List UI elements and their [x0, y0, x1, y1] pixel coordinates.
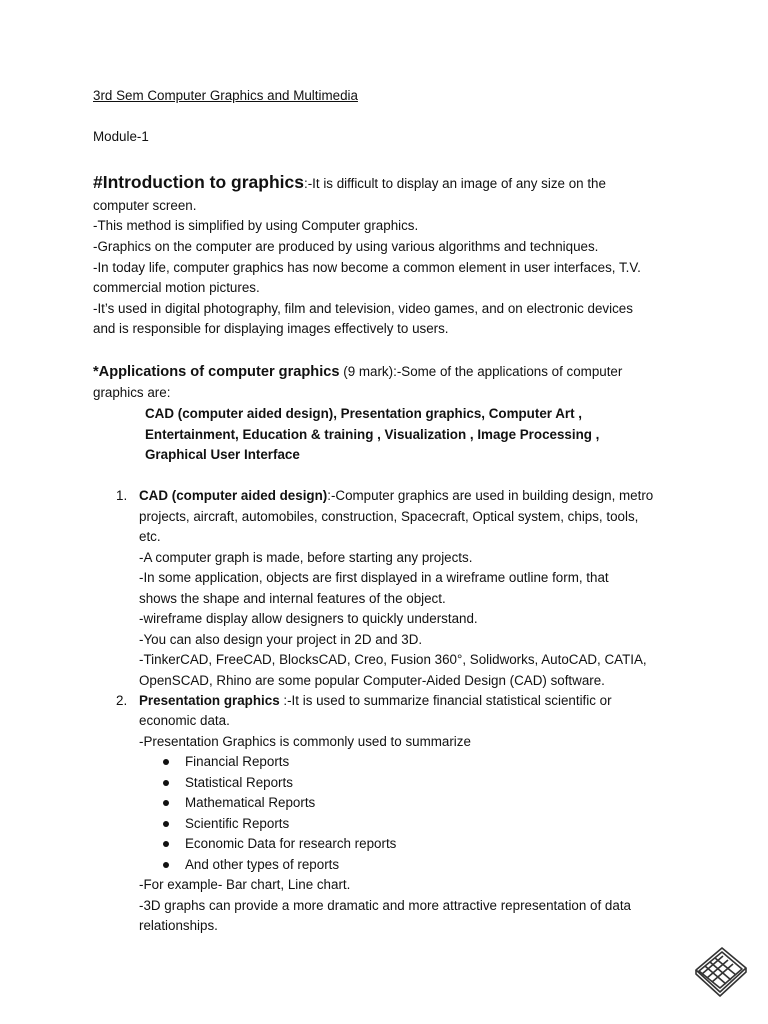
- applications-line: graphics are:: [93, 385, 171, 400]
- item-line: -A computer graph is made, before starting any projects.: [139, 550, 473, 565]
- applications-lead: :-Some of the applications of computer: [393, 364, 623, 379]
- intro-heading: #Introduction to graphics: [93, 172, 304, 192]
- item-line: -3D graphs can provide a more dramatic and more attractive representation of data: [139, 898, 631, 913]
- bullet-dot: [163, 862, 169, 868]
- item-title: CAD (computer aided design): [139, 488, 328, 503]
- list-number: 1.: [116, 488, 128, 503]
- bullet-dot: [163, 800, 169, 806]
- item-line: -You can also design your project in 2D and 3D.: [139, 632, 423, 647]
- item-first-line: [139, 691, 612, 711]
- list-number: 2.: [116, 693, 128, 708]
- bullet-item: Statistical Reports: [185, 775, 293, 790]
- bullet-item: Scientific Reports: [185, 816, 290, 831]
- intro-line: -Graphics on the computer are produced by using various algorithms and techniques.: [93, 239, 599, 254]
- module-label: Module-1: [93, 129, 149, 144]
- bullet-item: Mathematical Reports: [185, 795, 316, 810]
- bullet-dot: [163, 841, 169, 847]
- intro-lead: :-It is difficult to display an image of any size on the: [303, 176, 606, 191]
- item-line: -In some application, objects are first displayed in a wireframe outline form, that: [139, 570, 609, 585]
- item-line: -For example- Bar chart, Line chart.: [139, 877, 351, 892]
- item-lead: :-It is used to summarize financial statistical scientific or: [279, 693, 612, 708]
- applications-paragraph-first-line: [93, 361, 622, 383]
- item-line: relationships.: [139, 918, 218, 933]
- bullet-item: Financial Reports: [185, 754, 290, 769]
- applications-list-line: Graphical User Interface: [145, 447, 300, 462]
- item-title: Presentation graphics: [139, 693, 280, 708]
- item-line: OpenSCAD, Rhino are some popular Computer-Aided Design (CAD) software.: [139, 673, 605, 688]
- applications-list-line: CAD (computer aided design), Presentation graphics, Computer Art ,: [145, 406, 582, 421]
- intro-paragraph-first-line: [93, 170, 606, 196]
- bullet-dot: [163, 821, 169, 827]
- item-line: -wireframe display allow designers to quickly understand.: [139, 611, 478, 626]
- intro-line: -In today life, computer graphics has now become a common element in user interfaces, T.V.: [93, 260, 641, 275]
- item-line: shows the shape and internal features of the object.: [139, 591, 446, 606]
- bullet-item: And other types of reports: [185, 857, 340, 872]
- bullet-dot: [163, 759, 169, 765]
- applications-heading: *Applications of computer graphics: [93, 364, 340, 380]
- document-title: 3rd Sem Computer Graphics and Multimedia: [93, 88, 358, 103]
- bullet-dot: [163, 780, 169, 786]
- item-lead: :-Computer graphics are used in building design, metro: [327, 488, 654, 503]
- item-line: -Presentation Graphics is commonly used to summarize: [139, 734, 471, 749]
- intro-line: computer screen.: [93, 198, 197, 213]
- item-first-line: [139, 486, 653, 506]
- intro-line: commercial motion pictures.: [93, 280, 260, 295]
- intro-line: -This method is simplified by using Computer graphics.: [93, 218, 419, 233]
- item-line: -TinkerCAD, FreeCAD, BlocksCAD, Creo, Fusion 360°, Solidworks, AutoCAD, CATIA,: [139, 652, 647, 667]
- item-line: etc.: [139, 529, 161, 544]
- applications-list-line: Entertainment, Education & training , Visualization , Image Processing ,: [145, 427, 600, 442]
- intro-line: and is responsible for displaying images effectively to users.: [93, 321, 449, 336]
- item-line: projects, aircraft, automobiles, construction, Spacecraft, Optical system, chips, tools,: [139, 509, 639, 524]
- item-line: economic data.: [139, 713, 230, 728]
- open-book-icon: [690, 940, 750, 1000]
- applications-mark: (9 mark): [339, 364, 394, 379]
- bullet-item: Economic Data for research reports: [185, 836, 397, 851]
- intro-line: -It’s used in digital photography, film and television, video games, and on electronic devices: [93, 301, 633, 316]
